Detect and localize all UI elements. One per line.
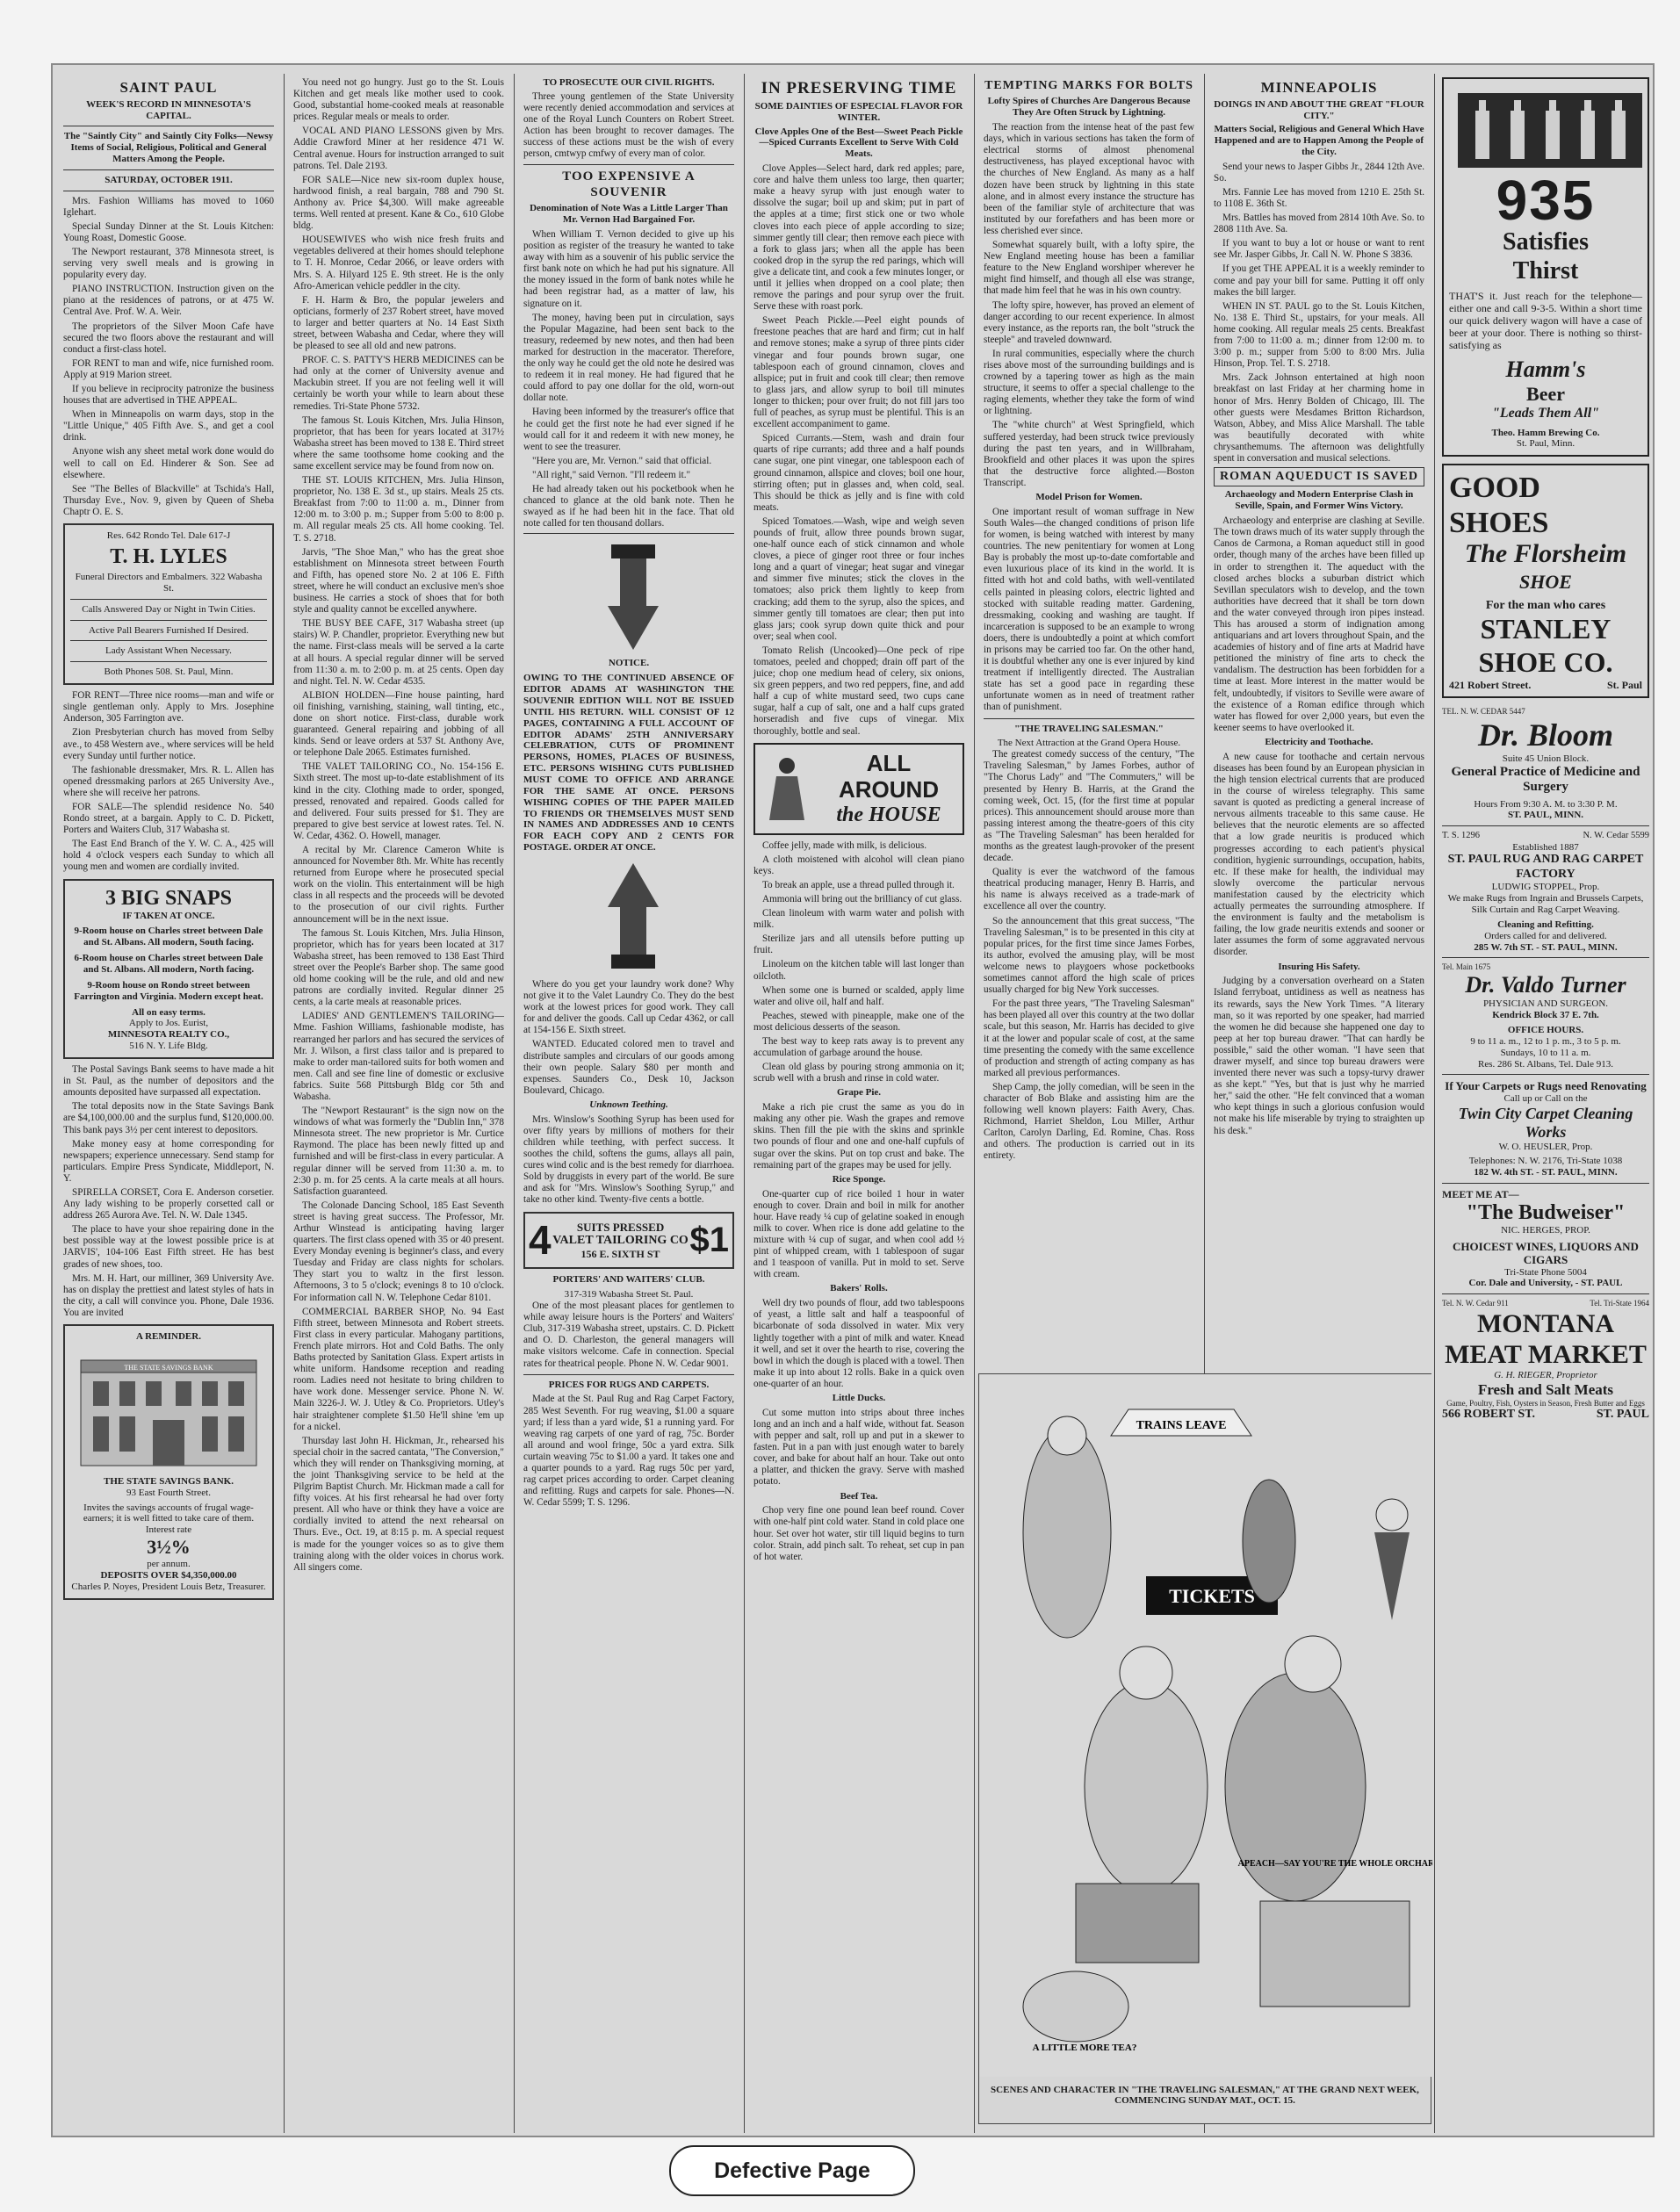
item: HOUSEWIVES who wish nice fresh fruits and vegetables delivered at their homes should telephone to T. H. Monroe, Cedar 2066, or leave orders with Mrs. S. A. Hilyard 125 E. 9th street. He is the only Afro-American vehicle peddler in the city. bbox=[293, 234, 504, 292]
rug-ts: T. S. 1296 bbox=[1442, 831, 1480, 841]
column-preserving bbox=[750, 77, 968, 2132]
florsheim-logo bbox=[1449, 538, 1642, 594]
newspaper-page bbox=[51, 63, 1655, 2137]
column-rule bbox=[284, 74, 285, 2133]
montana-prop: G. H. RIEGER, Proprietor bbox=[1494, 1370, 1597, 1380]
turner-block: Kendrick Block 37 E. 7th. bbox=[1492, 1010, 1599, 1021]
subhead: Insuring His Safety. bbox=[1278, 961, 1360, 972]
item: The reaction from the intense heat of the past few days, which in various sections has taken the form of electrical storms of almost phenomenal destructiveness, has played exceptional havoc with the churches of New England. As many as a half dozen have been struck by lightning in this state alone, and in almost every instance the structure has been of the familiar style of architecture that was instituted by our forefathers and has been more or less cherished ever since. bbox=[984, 122, 1194, 236]
item: FOR SALE—The splendid residence No. 540 Rondo street, at a bargain. Apply to C. D. Pickett, Porters and Waiters Club, 317 Wabasha st. bbox=[63, 801, 274, 836]
tip: To break an apple, use a thread pulled through it. bbox=[762, 879, 955, 890]
item: F. H. Harm & Bro, the popular jewelers and opticians, formerly of 237 Robert street, have moved to larger and better quarters at No. 14 East Sixth street, between Wabasha and Cedar, where they will be pleased to see all old and new patrons. bbox=[293, 294, 504, 352]
ad-line: VALET TAILORING CO bbox=[552, 1233, 689, 1247]
item: THE BUSY BEE CAFE, 317 Wabasha street (up stairs) W. P. Chandler, proprietor. Everything new but the name. First-class meals will be served a la carte at all hours. A special regular dinner will be served from 11:30 a. m. to 2:00 p. m. at 25 cents. Open day and night. Tel. N. W. Cedar 4535. bbox=[293, 618, 504, 687]
item: Judging by a conversation overheard on a Staten Island ferryboat, untidiness as well as neatness has its rewards, says the New York Times. "A literary man, so it was reported by one speaker, had married the women he did because she happened one day to peep at her top bureau drawer. "That can hardly be possible," said the other woman. "I have seen that drawer myself, and since top bureau drawers were invented there never was such a topsy-turvy drawer as she kept." "Yes, but that is just why he married her," said the other. "He felt convinced that a woman who kept things in such a glorious confusion would not make his life miserable by trying to straighten up his desk." bbox=[1214, 976, 1424, 1136]
tip: A cloth moistened with alcohol will clean piano keys. bbox=[753, 854, 964, 876]
item: Special Sunday Dinner at the St. Louis Kitchen: Young Roast, Domestic Goose. bbox=[63, 220, 274, 243]
ad-phone: Res. 642 Rondo Tel. Dale 617-J bbox=[106, 530, 231, 542]
item: One of the most pleasant places for gentlemen to while away leisure hours is the Porters' and Waiters' Club, 317-319 Wabasha street, upstairs. C. D. Pickett and O. D. Charleston, the general managers will make visitors welcome. Cafe in connection. Special rates for theatrical people. Phone N. W. Cedar 9001. bbox=[523, 1301, 734, 1369]
tip: Coffee jelly, made with milk, is delicious. bbox=[762, 839, 927, 851]
item: The Postal Savings Bank seems to have made a hit in St. Paul, as the number of depositors and the amounts deposited have surpassed all expectation. bbox=[63, 1064, 274, 1099]
deck: Matters Social, Religious and General Which Have Happened and are to Happen Among the People of the City. bbox=[1214, 124, 1424, 157]
ad-foot: Apply to Jos. Eurist, bbox=[128, 1018, 209, 1029]
column-rule bbox=[974, 74, 975, 2133]
montana-name2: MEAT MARKET bbox=[1445, 1339, 1647, 1369]
item: The total deposits now in the State Savings Bank are $4,100,000.00 and the surplus fund, $120,000.00. This bank pays 3½ per cent interest to depositors. bbox=[63, 1101, 274, 1135]
tip: The best way to keep rats away is to prevent any accumulation of garbage around the house. bbox=[753, 1035, 964, 1059]
item: Quality is ever the watchword of the famous theatrical producing manager, Henry B. Harris, and his name is always received as a trade-mark of excellence all over the country. bbox=[984, 867, 1194, 912]
ad-line: Funeral Directors and Embalmers. 322 Wabasha St. bbox=[75, 571, 263, 594]
good-word: GOOD bbox=[1449, 472, 1540, 505]
item: Zion Presbyterian church has moved from Selby ave., to 458 Western ave., where services will be held every Sunday until further notice. bbox=[63, 727, 274, 761]
item: The Newport restaurant, 378 Minnesota street, is serving very swell meals and is growing in popularity every day. bbox=[63, 246, 274, 281]
item: Mrs. Winslow's Soothing Syrup has been used for over fifty years by millions of mothers for their children while teething, with perfect success. It soothes the child, softens the gums, allays all pain, cures wind colic and is the best remedy for diarrhoea. Sold by druggists in every part of the world. Be sure and ask for "Mrs. Winslow's Soothing Syrup," and take no other kind. Twenty-five cents a bottle. bbox=[523, 1113, 734, 1206]
item: A recital by Mr. Clarence Cameron White is announced for November 8th. Mr. White has recently returned from Europe where he prosecuted special work on the violin. This entertainment will be high class in all respects and the proceeds will be devoted to the prosecution of our civil rights. Further announcement will be in the next issue. bbox=[293, 845, 504, 925]
address-row bbox=[1449, 679, 1642, 691]
item: Tomato Relish (Uncooked)—One peck of ripe tomatoes, peeled and chopped; drain off part of the juice; chop one medium head of celery, six onions, six green peppers, and two red peppers, fine, and add half a cup of white mustard seed, two cups cane sugar, half a cup of salt, one and a half cups grated horseradish and five cups of vinegar. Mix thoroughly, bottle and seal. bbox=[753, 645, 964, 737]
tip: Linoleum on the kitchen table will last longer than oilcloth. bbox=[753, 959, 964, 982]
item: One important result of woman suffrage in New South Wales—the changed conditions of prison life for women, is being watched with interest by many countries. The new penitentiary for women at Long Bay is probably the most up-to-date comfortable and even luxurious place of its kind in the world. It is fitted with hot and cold baths, with well-ventilated cells painted in pleasing colors, electric lighted and stocked with suitable reading matter. Gardening, dressmaking, cooking and washing are taught. If incarceration is supposed to be an example to wrong doers, there is undoubtedly a point at which comfort in prisons may be carried too far. On the other hand, it is doubtful whether any one is ever injured by kind treatment if intelligently directed. The Australian state has set a good pace in regarding these unfortunate women as in need of treatment rather than of punishment. bbox=[984, 506, 1194, 713]
item: When in Minneapolis on warm days, stop in the "Little Unique," 405 Fifth Ave. S., and get a cool drink. bbox=[63, 409, 274, 443]
subhead: Beef Tea. bbox=[840, 1490, 878, 1502]
item: The proprietors of the Silver Moon Cafe have secured the two floors above the restaurant and will conduct a first-class hotel. bbox=[63, 321, 274, 355]
bank-banner-text: THE STATE SAVINGS BANK bbox=[124, 1363, 213, 1372]
item: Three young gentlemen of the State University were recently denied accommodation and services at one of the Royal Lunch Counters on Robert Street. Action has been brought to recover damages. The success of these actions must be the wish of every person, cmtwyp cmfwy of every man of color. bbox=[523, 90, 734, 160]
ad-foot: 516 N. Y. Life Bldg. bbox=[129, 1041, 208, 1052]
bud-meet: MEET ME AT— bbox=[1442, 1188, 1519, 1201]
beer-co: Theo. Hamm Brewing Co. bbox=[1491, 427, 1600, 438]
subhead: "THE TRAVELING SALESMAN." bbox=[1014, 723, 1164, 734]
item: Made at the St. Paul Rug and Rag Carpet Factory, 285 West Seventh. For rug weaving, $1.00 a square yard; if less than a yard wide, $1 a running yard. For weaving rag carpets of one yard of rag, 75c. Border all around and wool fringe, 50c a yard extra. Silk curtain weaving 75c to $1.00 a yard. It takes one and a quarter pounds to a yard. Rag rugs 50c per yard, rag carpet prices according to order. Carpet cleaning and refitting. Rugs and carpets for sale. Phones—N. W. Cedar 5599; T. S. 1296. bbox=[523, 1394, 734, 1509]
cartoon-caption: SCENES AND CHARACTER IN "THE TRAVELING SALESMAN," AT THE GRAND NEXT WEEK, COMMENCING SUNDAY MAT., OCT. 15. bbox=[991, 2085, 1419, 2106]
rug-addr: 285 W. 7th ST. - ST. PAUL, MINN. bbox=[1474, 941, 1618, 953]
turner-title: PHYSICIAN AND SURGEON. bbox=[1482, 998, 1609, 1010]
carpet-works: Works bbox=[1525, 1122, 1567, 1141]
item: Make a rich pie crust the same as you do in making any other pie. Wash the grapes and remove skins. Then fill the pie with the skins and sprinkle two pounds of flour and one and one-half cupfuls of sugar over the skins. Put on top crust and bake. The remaining part of the grapes may be used for jelly. bbox=[753, 1102, 964, 1171]
bloom-suite: Suite 45 Union Block. bbox=[1502, 753, 1590, 764]
item: FOR SALE—Nice new six-room duplex house, hardwood finish, a real bargain, 788 and 790 St. Anthony av. Price $4,300. Will make agreeable terms. Well rented at present. Kane & Co., 610 Globe bldg. bbox=[293, 174, 504, 232]
officers: Charles P. Noyes, President Louis Betz, Treasurer. bbox=[71, 1581, 266, 1592]
rug-name: ST. PAUL RUG AND RAG CARPET FACTORY bbox=[1447, 853, 1644, 881]
item: SPIRELLA CORSET, Cora E. Anderson corsetier. Any lady wishing to be properly corsetted call or address 265 Aurora Ave. Tel. N. W. Dale 1345. bbox=[63, 1187, 274, 1221]
item: Spiced Tomatoes.—Wash, wipe and weigh seven pounds of fruit, allow three pounds brown sugar, one-half ounce each of stick cinnamon and whole cloves, a piece of ginger root three or four inches long and a quart of vinegar; heat sugar and vinegar and simmer five minutes; stick the cloves in the tomatoes; also prick them lightly to keep from cracking; add them to the syrup, also the spices, and simmer gently till tomatoes are clear; then put into glass jars; cook syrup down quite thick and pour over; seal when cool. bbox=[753, 515, 964, 642]
item: Clove Apples—Select hard, dark red apples; pare, core and halve them unless too large, then quarter; make a heavy syrup with just enough water to dissolve the sugar; boil up and skim; put in part of the apples at a time; first stick one or two whole cloves into each piece of apple according to size; simmer gently till clear; then remove each piece with a fork to glass jars; when all the apple has been cooked drop in the syrup the red parings, which will give a delicate tint, and cook a few minutes longer, or until it jellies when dropped on a cool plate; then remove the parings and pour syrup over the fruit. Serve these with roast pork. bbox=[753, 163, 965, 313]
turner-office: OFFICE HOURS. bbox=[1507, 1025, 1584, 1036]
beer-bottles-illustration bbox=[1449, 84, 1651, 172]
budweiser-ad bbox=[1442, 1188, 1649, 1289]
deck: The "Saintly City" and Saintly City Folks—Newsy Items of Social, Religious, Political and General Matters Among the People. bbox=[63, 131, 274, 164]
little-more-tea-caption: A LITTLE MORE TEA? bbox=[1032, 2043, 1137, 2053]
tickets-sign: TICKETS bbox=[1169, 1585, 1255, 1607]
bloom-city: ST. PAUL, MINN. bbox=[1507, 810, 1584, 821]
item: Thursday last John H. Hickman, Jr., rehearsed his special choir in the sacred cantata, "The Conversion," which they will render on Thanksgiving morning, at the joint Thanksgiving service to be held at the Pilgrim Baptist Church. Mr. Hickman made a call for fifty voices. At his first rehearsal he had over forty present. All who have or think they have a voice are cordially invited to attend the next rehearsal on Thurs. Eve., Oct. 19, at 8:15 p. m. A special request is made for the younger voices so as to give them training along with the older voices in chorus work. All singers come. bbox=[293, 1435, 504, 1573]
bud-choice: CHOICEST WINES, LIQUORS AND CIGARS bbox=[1453, 1240, 1639, 1267]
item: See "The Belles of Blackville" at Tschida's Hall, Thursday Eve., Nov. 9, given by Queen of Sheba Chaptr O. E. S. bbox=[63, 483, 274, 517]
carpet-tel: Telephones: N. W. 2176, Tri-State 1038 bbox=[1468, 1156, 1623, 1167]
item: The East End Branch of the Y. W. C. A., 425 will hold 4 o'clock vespers each Sunday to which all young men and women are cordially invited. bbox=[63, 839, 274, 873]
deck: Archaeology and Modern Enterprise Clash in Seville, Spain, and Former Wins Victory. bbox=[1224, 489, 1414, 512]
turner-name: Dr. Valdo Turner bbox=[1465, 971, 1626, 998]
rug-est: Established 1887 bbox=[1512, 841, 1579, 853]
item: WANTED. Educated colored men to travel and distribute samples and circulars of our goods among their own people. Salary $80 per month and expenses. Saunders Co., Desk 10, Jackson Boulevard, Chicago. bbox=[523, 1039, 734, 1096]
address: 421 Robert Street. bbox=[1449, 679, 1532, 692]
stanley-word: STANLEY bbox=[1480, 613, 1612, 645]
item: The Colonade Dancing School, 185 East Seventh street is having great success. The Professor, Mr. Arthur Winstead is anticipating having larger quarters. The first class opened with 35 or 40 present. Every Monday evening is beginner's class, and every Tuesday and Friday are class nights for scholars. They start you to waltz in the first lesson. Afternoons, 3 to 5 o'clock; evenings 8 to 10 o'clock. For information call N. W. Telephone Cedar 8101. bbox=[293, 1200, 504, 1303]
ad-price: $1 bbox=[689, 1221, 729, 1260]
montana-phones bbox=[1442, 1299, 1649, 1308]
column-saint-paul bbox=[60, 77, 278, 2132]
bud-tri: Tri-State Phone 5004 bbox=[1504, 1266, 1587, 1278]
item: If you get THE APPEAL it is a weekly reminder to come and pay your bill for same. Putting it off only makes the bill larger. bbox=[1214, 263, 1424, 298]
item: Spiced Currants.—Stem, wash and drain four quarts of ripe currants; add three and a half pounds cane sugar, one pint vinegar, one tablespoon each of ground cinnamon, allspice and cloves; boil one hour, stirring often; put in glasses and, when cold, seal. This should be thick as jelly and is fine with cold meats. bbox=[753, 433, 964, 513]
item: The money, having been put in circulation, says the Popular Magazine, had been sent back to the treasury, redeemed by new notes, and then had been marked for destruction in the macerator. Therefore, the only way he could get the old note he desired was to redeem it in real money. He had figured that he could afford to pay one dollar for the old, worn-out dollar note. bbox=[523, 312, 734, 404]
defective-page-stamp: Defective Page bbox=[669, 2145, 915, 2196]
item: "All right," said Vernon. "I'll redeem it." bbox=[532, 469, 691, 480]
montana-game: Game, Poultry, Fish, Oysters in Season, Fresh Butter and Eggs bbox=[1446, 1398, 1645, 1408]
carpet-l2: Call up or Call on the bbox=[1503, 1092, 1588, 1104]
beer-city: St. Paul, Minn. bbox=[1516, 438, 1575, 450]
item: PIANO INSTRUCTION. Instruction given on the piano at the residences of patrons, or at 475 W. Central Ave. Prof. W. A. Weir. bbox=[63, 284, 274, 318]
column-rule bbox=[1434, 74, 1435, 2133]
turner-sun: Sundays, 10 to 11 a. m. bbox=[1500, 1047, 1591, 1058]
item: Shep Camp, the jolly comedian, will be seen in the character of Bob Blake and assisting him are the following well known players: Faith Avery, Chas. Richmond, Harriet Sheldon, Lou Miller, Arthur Carlton, Carolyn Darling, Ed. Romine, Chas. Ross and others. The production is carried out in its entirety. bbox=[984, 1081, 1194, 1162]
ad-line: Calls Answered Day or Night in Twin Cities. bbox=[82, 603, 256, 615]
carpet-prop: W. O. HEUSLER, Prop. bbox=[1498, 1141, 1593, 1152]
beer-thirst: Thirst bbox=[1512, 256, 1579, 285]
item: Make money easy at home corresponding for newspapers; experience unnecessary. Send stamp for particulars. Empire Press Syndicate, Middleport, N. Y. bbox=[63, 1138, 274, 1184]
subhead: Bakers' Rolls. bbox=[830, 1283, 888, 1294]
item: You need not go hungry. Just go to the St. Louis Kitchen and get meals like mother used to cook. Good, substantial home-cooked meals at reasonable prices. Regular meals or meals to order. bbox=[293, 77, 504, 123]
shoes-word: SHOES bbox=[1449, 507, 1549, 539]
bank-addr: 93 East Fourth Street. bbox=[126, 1487, 211, 1498]
ad-line: Lady Assistant When Necessary. bbox=[105, 645, 232, 657]
tip: Ammonia will bring out the brilliancy of cut glass. bbox=[762, 893, 963, 904]
item: Where do you get your laundry work done? Why not give it to the Valet Laundry Co. They do the best work at the lowest prices for good work. They call for and deliver the goods. Call up Cedar 4362, or call at 154-156 E. Sixth street. bbox=[523, 978, 734, 1036]
subhead: Grape Pie. bbox=[836, 1087, 882, 1099]
item: LADIES' AND GENTLEMEN'S TAILORING—Mme. Fashion Williams, fashionable modiste, has rearranged her parlors and has secured the services of Mr. J. Wilson, a first class tailor and is prepared to make to order man-tailored suits for both women and men. Call and see fine line of domestic or exclusive fabrics. Suite 568 Pittsburgh Bldg cor 5th and Wabasha. bbox=[293, 1011, 504, 1102]
beer-word: Beer bbox=[1526, 383, 1565, 406]
notice-text: OWING TO THE CONTINUED ABSENCE OF EDITOR ADAMS AT WASHINGTON THE SOUVENIR EDITION WILL NOT BE ISSUED UNTIL HIS RETURN. WILL CONSIST OF 12 PAGES, CONTAINING A FULL ACCOUNT OF EDITOR ADAMS' 25TH ANNIVERSARY CELEBRATION, CUTS OF PROMINENT PERSONS, HOMES, PLACES OF BUSINESS, ETC. PERSONS WISHING CUTS PUBLISHED MUST COME TO OFFICE AND ARRANGE FOR THE SAME AT ONCE. PERSONS WISHING COPIES OF THE PAPER MAILED TO FRIENDS OR THEMSELVES MUST SEND IN NAMES AND ADDRESSES AND 10 CENTS FOR EACH COPY AND 2 CENTS FOR POSTAGE. ORDER AT ONCE. bbox=[523, 673, 734, 854]
carpet-name: Twin City Carpet Cleaning bbox=[1458, 1104, 1633, 1122]
subhead: Unknown Teething. bbox=[589, 1099, 668, 1110]
item: He had already taken out his pocketbook when he chanced to glance at the old bank note. Then he swayed as if he had been hit in the face. That old note called for ten thousand dollars. bbox=[523, 483, 734, 530]
column-minneapolis bbox=[1210, 77, 1428, 1359]
headline: TO PROSECUTE OUR CIVIL RIGHTS. bbox=[543, 77, 715, 88]
ad-item: 6-Room house on Charles street between Dale and St. Albans. All modern, North facing. bbox=[74, 953, 263, 976]
item: So the announcement that this great success, "The Traveling Salesman," is to be presented in this city at popular prices, for the first time since James Forbes, its author, evolved the amusing play, will be most welcome news to playgoers whose pocketbooks sometimes cannot afford the high scale of prices usually charged for big New York successes. bbox=[984, 915, 1194, 996]
item: The famous St. Louis Kitchen, Mrs. Julia Hinson, proprietor, which has for years been located at 317 Wabasha street, has been removed to 138 East Third street over the People's Barber shop. The same good old home cooking will be the rule, and old and new patrons are cordially invited. Regular dinner 25 cents, a la carte meals at reasonable prices. bbox=[293, 927, 504, 1008]
rug-clean: Cleaning and Refitting. bbox=[1497, 919, 1594, 930]
item: A new cause for toothache and certain nervous diseases has been found by an European physician in the high tension electrical currents that are produced in the course of wireless telegraphy. This same savant is quoted as predicting a general increase of nervous ailments traceable to this same cause. He believes that the neurotic elements are so affected that a low grade neuritis is produced which progresses according to each patient's physical condition, hygienic surroundings, occupation, habits, etc. If these make for health, the individual may slowly overcome the particular nervous manifestation caused by the electricity which actually permeates the surrounding atmosphere. If the environment is faulty and the metabolism is failing, the low grade neuritis extends and sooner or later assumes the form of some aggravated nervous disorder. bbox=[1214, 751, 1424, 958]
ad-line: Both Phones 508. St. Paul, Minn. bbox=[104, 666, 234, 678]
subhead: PRICES FOR RUGS AND CARPETS. bbox=[548, 1379, 710, 1390]
bloom-practice: General Practice of Medicine and Surgery bbox=[1451, 764, 1640, 795]
the-word: The bbox=[1464, 538, 1508, 568]
subhead: Little Ducks. bbox=[832, 1392, 886, 1403]
item: ALBION HOLDEN—Fine house painting, hard oil finishing, varnishing, staining, wall tinting, etc., done on short notice. First-class, durable work guaranteed. General repairing and jobbing of all kinds. Send or leave orders at 537 St. Anthony Ave, or telephone Dale 2065. Estimates furnished. bbox=[293, 689, 504, 759]
item: Cut some mutton into strips about three inches long and an inch and a half wide, without fat. Season with pepper and salt, roll up and put in a skewer to fasten. Put in a pan with just enough water to barely cover, and bake for about half an hour. Take out onto a platter, and thicken the gravy. Serve with mashed potato. bbox=[753, 1407, 964, 1488]
item: The lofty spire, however, has proved an element of danger according to our recent experience. In almost every instance, as the reports ran, the bolt "struck the steeple" and traveled downward. bbox=[984, 299, 1194, 345]
bloom-ad bbox=[1442, 707, 1649, 821]
item: THE ST. LOUIS KITCHEN, Mrs. Julia Hinson, proprietor, No. 138 E. 3d st., up stairs. Meals 25 cts. Breakfast from 7:00 to 11:00 a. m., Dinner from 12:00 m. to 3:00 p. m.; Supper from 5:00 to 8:00 p. m. All regular meals 25 cts. All home cooking. Tel. T. S. 2718. bbox=[293, 475, 504, 544]
interest-rate: 3½% bbox=[147, 1536, 191, 1559]
city: St. Paul bbox=[1606, 679, 1642, 692]
ad-item: 9-Room house on Rondo street between Farrington and Virginia. Modern except heat. bbox=[74, 979, 263, 1002]
item: For the past three years, "The Traveling Salesman" has been played all over this country at the two dollar scale, but this season, Mr. Harris has decided to give it at the lower and popular scale of cost, at the same time presenting the comedy with the same excellence of production and strength of acting company as has marked all previous performances. bbox=[984, 998, 1194, 1078]
rug-nw: N. W. Cedar 5599 bbox=[1583, 831, 1649, 841]
carpet-addr: 182 W. 4th ST. - ST. PAUL, MINN. bbox=[1474, 1167, 1618, 1178]
bank-name: THE STATE SAVINGS BANK. bbox=[104, 1475, 234, 1487]
bud-name: "The Budweiser" bbox=[1466, 1201, 1626, 1225]
deck: The Next Attraction at the Grand Opera House. bbox=[997, 738, 1181, 749]
item: FOR RENT to man and wife, nice furnished room. Apply at 919 Marion street. bbox=[63, 357, 274, 380]
headline: SAINT PAUL bbox=[119, 79, 218, 96]
montana-tel1: Tel. N. W. Cedar 911 bbox=[1442, 1299, 1509, 1308]
beer-text: THAT'S it. Just reach for the telephone—either one and call 9-3-5. Within a short time our quick delivery wagon will have a case of beer at your door. There is nothing so thirst-satisfying as bbox=[1449, 289, 1642, 351]
montana-tel2: Tel. Tri-State 1964 bbox=[1590, 1299, 1649, 1308]
per-annum: per annum. bbox=[147, 1558, 191, 1569]
item: The greatest comedy success of the century, "The Traveling Salesman," by James Forbes, author of "The Chorus Lady" and "The Commuters," will be presented by Henry B. Harris, at the Grand the coming week, Oct. 15, (for the first time at popular prices). This announcement should arouse more than passing interest among the theatre-goers of this city as "The Traveling Salesman" has been heralded for months as the greatest laugh-provoker of the present decade. bbox=[984, 749, 1194, 864]
item: Sweet Peach Pickle.—Peel eight pounds of freestone peaches that are hard and firm; cut in half and remove stones; make a syrup of three pints cider vinegar and four pounds brown sugar, one tablespoon each of ground cinnamon, cloves and allspice; put in fruit and cook till clear; then remove to glass jars, and allow syrup to boil till minutes longer to thicken; pour over fruit; do not fill jars too full of peaches, as syrup must be plentiful. This is an excellent accompaniment to game. bbox=[753, 315, 964, 430]
montana-city: ST. PAUL bbox=[1596, 1408, 1649, 1422]
turner-res: Res. 286 St. Albans, Tel. Dale 913. bbox=[1478, 1058, 1613, 1070]
deposits: DEPOSITS OVER $4,350,000.00 bbox=[100, 1569, 237, 1581]
bud-prop: NIC. HERGES, PROP. bbox=[1501, 1225, 1590, 1236]
beer-slogan: "Leads Them All" bbox=[1491, 405, 1600, 421]
bank-text: Invites the savings accounts of frugal wage-earners; it is well fitted to take care of them. bbox=[83, 1502, 255, 1524]
item: The fashionable dressmaker, Mrs. R. L. Allen has opened dressmaking parlors at 265 University Ave., where she will receive her patrons. bbox=[63, 764, 274, 798]
pointing-hand-down-icon bbox=[523, 537, 738, 656]
item: The "Newport Restaurant" is the sign now on the windows of what was formerly the "Dublin Inn," 378 Minnesota street. The new proprietor is Mr. Curtice Raymond. The place has been newly fitted up and furnished and will be first-class in every particular. A regular dinner will be served from 11:30 a. m. to 2:30 p. m. for 25 cents. A la carte meals at all hours. Satisfaction guaranteed. bbox=[293, 1106, 504, 1197]
column-civil-rights bbox=[520, 77, 738, 2132]
column-locals bbox=[290, 77, 508, 2132]
item: In rural communities, especially where the church rises above most of the surrounding buildings and is crowned by a tapering tower as high as the main structure, it seems to offer a special challenge to the raging elements, whether they take the form of wind or lightning. bbox=[984, 348, 1194, 417]
item: Somewhat squarely built, with a lofty spire, the New England meeting house has been a familiar feature to the New England worshiper wherever he might find himself, and though all else was strange, that made him feel that he was in his own country. bbox=[984, 240, 1194, 297]
beer-sat: Satisfies bbox=[1503, 228, 1589, 256]
subhead: Electricity and Toothache. bbox=[1265, 736, 1374, 747]
headline: ROMAN AQUEDUCT IS SAVED bbox=[1214, 467, 1424, 486]
florsheim-word: Florsheim bbox=[1513, 538, 1627, 568]
item: Anyone wish any sheet metal work done would do well to call on Ed. Hinderer & Son. See ad elsewhere. bbox=[63, 446, 274, 480]
bloom-name: Dr. Bloom bbox=[1477, 717, 1614, 753]
carpet-l1: If Your Carpets or Rugs need Renovating bbox=[1445, 1079, 1647, 1093]
carpet-cleaning-ad bbox=[1442, 1079, 1649, 1178]
bank-building-illustration bbox=[72, 1348, 265, 1471]
ad-sub: IF TAKEN AT ONCE. bbox=[122, 910, 215, 921]
subhead: WEEK'S RECORD IN MINNESOTA'S CAPITAL. bbox=[86, 98, 251, 121]
hamm-beer-ad bbox=[1442, 77, 1649, 457]
montana-addr-row bbox=[1442, 1408, 1649, 1422]
montana-fresh: Fresh and Salt Meats bbox=[1477, 1380, 1614, 1398]
item: Archaeology and enterprise are clashing at Seville. The town draws much of its water supply through the Canos de Carmona, a Roman aqueduct still in good order, though many of the arches have been filled up in order to strengthen it. The aqueduct with the closed arches blocks a suburban district which Sevillan speculators wish to develop, and the town authorities have decreed that it shall be torn down and the water conveyed through iron pipes instead. This has aroused a storm of indignation among antiquarians and art lovers throughout Spain, and the academies of history and of fine arts at Madrid have petitioned the ministry of fine arts to check the vandalism. The destruction has been forbidden for a time at least. More interest in the matter would be felt, undoubtedly, if visitors to Seville were aware of the existence of a Roman edifice through which water has flowed for over 2,000 years, but even the keener seems to have overlooked it. bbox=[1214, 515, 1424, 733]
ad-title: 3 BIG SNAPS bbox=[105, 886, 233, 910]
ad-number: 4 bbox=[529, 1216, 552, 1263]
snaps-ad bbox=[63, 879, 274, 1060]
item: The "white church" at West Springfield, which suffered yesterday, had been struck twice previously during the past ten years, and in Willbraham, Brookfield and other places it was upon the spires that the destructive force alighted.—Boston Transcript. bbox=[984, 420, 1194, 488]
headline: TOO EXPENSIVE A SOUVENIR bbox=[562, 169, 696, 199]
item: FOR RENT—Three nice rooms—man and wife or single gentleman only. Apply to Mrs. Josephine Anderson, 305 Farrington ave. bbox=[63, 690, 274, 724]
item: PROF. C. S. PATTY'S HERB MEDICINES can be had only at the corner of University avenue and Mackubin street. If you are not feeling well it will certainly be worth your while to learn about these remedies. Tri-State Phone 5732. bbox=[293, 355, 504, 412]
rug-orders: Orders called for and delivered. bbox=[1484, 930, 1607, 941]
item: When William T. Vernon decided to give up his position as register of the treasury he wanted to take away with him as a souvenir of his public service the first bank note on which he had put his signature. All the money issued in the form of bank notes while he had been registrar had, as a matter of law, his signature on it. bbox=[523, 229, 734, 309]
tip: Sterilize jars and all utensils before putting up fruit. bbox=[753, 933, 964, 956]
item: COMMERCIAL BARBER SHOP, No. 94 East Fifth street, between Minnesota and Robert streets. First class in every particular. Mahogany partitions, French plate mirrors. Hot and Cold Baths. The only Baths protected by Sanitation Glass. Expert artists in white uniform. Handsome reception and reading room. Ladies need not hesitate to bring children to have work done. Messenger service. Phone N. W. Main 3226-J. W. J. Utley & Co. Proprietors. Utley's hair straightener complete $1.50 He'll shine 'em up for a nickel. bbox=[293, 1306, 504, 1432]
tip: Clean linoleum with warm water and polish with milk. bbox=[753, 908, 964, 931]
rug-phones bbox=[1442, 831, 1649, 841]
item: WHEN IN ST. PAUL go to the St. Louis Kitchen, No. 138 E. Third St., upstairs, for your meals. All home cooking. All regular meals 25 cents. Breakfast from 7:00 to 11:00 a. m.; dinner from 12:00 m. to 3:00 p. m.; supper from 5:00 to 8:00 Mrs. Julia Hinson, Prop. Tel. T. S. 2718. bbox=[1214, 300, 1424, 370]
tip: When some one is burned or scalded, apply lime water and olive oil, half and half. bbox=[753, 984, 964, 1007]
ad-name: T. H. LYLES bbox=[110, 544, 227, 568]
tip: Peaches, stewed with pineapple, make one of the most delicious desserts of the season. bbox=[753, 1010, 964, 1033]
item: Mrs. Fannie Lee has moved from 1210 E. 25th St. to 1108 E. 36th St. bbox=[1214, 186, 1424, 210]
dateline: SATURDAY, OCTOBER 1911. bbox=[105, 174, 233, 185]
column-rule bbox=[514, 74, 515, 2133]
subhead: SOME DAINTIES OF ESPECIAL FLAVOR FOR WINTER. bbox=[754, 101, 963, 123]
bank-ad bbox=[63, 1324, 274, 1599]
ad-line: 156 E. SIXTH ST bbox=[580, 1248, 660, 1261]
deck: Denomination of Note Was a Little Larger Than Mr. Vernon Had Bargained For. bbox=[530, 203, 728, 226]
for-line: For the man who cares bbox=[1485, 598, 1606, 612]
subhead: Model Prison for Women. bbox=[1035, 492, 1143, 502]
item: One-quarter cup of rice boiled 1 hour in water enough to cover. Drain and boil in milk for another hour. Have ready ¼ cup of gelatine soaked in enough milk to cover. When rice is done add gelatine to the mixture with ¼ cup of sugar, and when cool add ½ pint of whipped cream, with 1 tablespoon of sugar and 1 teaspoon of vanilla. Put in mold to set. Serve with cream. bbox=[753, 1188, 964, 1280]
pointing-hand-up-icon bbox=[523, 857, 738, 976]
item: THE VALET TAILORING CO., No. 154-156 E. Sixth street. The most up-to-date establishment of its kind in the city. Clothing made to order, sponged, pressed, renovated and repaired. Goods called for and delivered. Four suits pressed for $1. They are prepared to give best service at lowest rates. Tel. N. W. Cedar, 4362. O. Howell, manager. bbox=[293, 761, 504, 841]
traveling-salesman-cartoon bbox=[978, 1373, 1431, 2124]
item: Mrs. M. H. Hart, our milliner, 369 University Ave. has on display the prettiest and latest styles of hats in the city, a call will convince you. Phone, Dale 1936. You are invited bbox=[63, 1272, 274, 1318]
montana-ad bbox=[1442, 1299, 1649, 1422]
item: Chop very fine one pound lean beef round. Cover with one-half pint cold water. Stand in cold place one hour. Set over hot water, stir till liquid begins to turn color. Strain, add pinch salt. To reheat, set cup in pan of hot water. bbox=[753, 1505, 964, 1562]
ad-item: 9-Room house on Charles street between Dale and St. Albans. All modern, South facing. bbox=[74, 926, 263, 948]
montana-name1: MONTANA bbox=[1476, 1308, 1615, 1338]
tip: Clean old glass by pouring strong ammonia on it; scrub well with a brush and rinse in cold water. bbox=[753, 1062, 964, 1084]
bud-cor: Cor. Dale and University, - ST. PAUL bbox=[1468, 1278, 1623, 1289]
headline: TEMPTING MARKS FOR BOLTS bbox=[984, 79, 1193, 92]
column-bolts bbox=[980, 77, 1198, 1359]
subhead: DOINGS IN AND ABOUT THE GREAT "FLOUR CITY." bbox=[1214, 98, 1424, 121]
banner-line: the HOUSE bbox=[836, 803, 941, 827]
ad-line: Active Pall Bearers Furnished If Desired. bbox=[88, 624, 249, 636]
interest-label: Interest rate bbox=[145, 1524, 192, 1536]
ad-line: SUITS PRESSED bbox=[576, 1220, 665, 1234]
ad-foot: MINNESOTA REALTY CO., bbox=[107, 1029, 230, 1041]
item: VOCAL AND PIANO LESSONS given by Mrs. Addie Crawford Miner at her residence 471 W. Central avenue. Hours for instruction arranged to suit patrons. Tel. Dale 2193. bbox=[293, 126, 504, 171]
item: Mrs. Battles has moved from 2814 10th Ave. So. to 2808 11th Ave. Sa. bbox=[1214, 213, 1424, 235]
all-around-house-banner bbox=[753, 743, 964, 835]
turner-ad bbox=[1442, 962, 1649, 1070]
item: If you believe in reciprocity patronize the business houses that are advertised in THE APPEAL. bbox=[63, 384, 274, 407]
column-ads bbox=[1438, 77, 1653, 2132]
item: The famous St. Louis Kitchen, Mrs. Julia Hinson, proprietor, that has been for years located at 317½ Wabasha street has been moved to 138 E. Third street where the same toothsome home cooking and the same excellent service may be found from now on. bbox=[293, 414, 504, 472]
headline: MINNEAPOLIS bbox=[1260, 79, 1378, 96]
item: Well dry two pounds of flour, add two tablespoons of yeast, a little salt and half a teaspoonful of bicarbonate of soda dissolved in water. Mix very lightly together with a pint of milk and water. Knead it well, and set it over the hearth to rise, covering the bowl in which the dough is placed with a towel. Then make it up into about 12 rolls. Bake in a quick oven one-quarter of an hour. bbox=[753, 1298, 964, 1389]
ad-title: A REMINDER. bbox=[136, 1331, 201, 1343]
housewife-illustration bbox=[761, 753, 813, 824]
address: 317-319 Wabasha Street St. Paul. bbox=[564, 1289, 694, 1301]
cartoon-illustration bbox=[979, 1374, 1432, 2077]
hamm-logo: Hamm's bbox=[1505, 356, 1586, 382]
item: Having been informed by the treasurer's office that he could get the first note he had ever signed if he would call for it and redeem it with new money, he went to see the treasurer. bbox=[523, 407, 734, 452]
notice-title: NOTICE. bbox=[608, 658, 650, 669]
shoe-co: SHOE CO. bbox=[1478, 645, 1613, 678]
item: Jarvis, "The Shoe Man," who has the great shoe establishment on Minnesota street between Fourth and Fifth, has opened store No. 2 at 106 E. Fifth street, where he will conduct an exclusive men's shoe business. He carries a stock of shoes that for both style and quality cannot be excelled anywhere. bbox=[293, 546, 504, 616]
deck: Lofty Spires of Churches Are Dangerous Because They Are Often Struck by Lightning. bbox=[987, 96, 1191, 119]
florsheim-ad bbox=[1442, 464, 1649, 698]
rug-prop: LUDWIG STOPPEL, Prop. bbox=[1491, 882, 1600, 893]
beer-number: 935 bbox=[1496, 169, 1596, 232]
item: Send your news to Jasper Gibbs Jr., 2844 12th Ave. So. bbox=[1214, 161, 1424, 184]
ad-tel: TEL. N. W. CEDAR 5447 bbox=[1442, 707, 1525, 717]
montana-addr: 566 ROBERT ST. bbox=[1442, 1408, 1535, 1422]
ad-foot: All on easy terms. bbox=[132, 1006, 205, 1018]
subhead: PORTERS' AND WAITERS' CLUB. bbox=[552, 1274, 705, 1286]
item: The place to have your shoe repairing done in the best possible way at the lowest possible price is at JARVIS', 104-106 East Fifth street. He has best grades of new shoes, too. bbox=[63, 1224, 274, 1270]
ad-tel: Tel. Main 1675 bbox=[1442, 962, 1491, 972]
valet-ad bbox=[523, 1212, 734, 1270]
trains-leave-sign: TRAINS LEAVE bbox=[1136, 1419, 1227, 1432]
lyles-ad bbox=[63, 523, 274, 685]
rug-text: We make Rugs from Ingrain and Brussels Carpets, Silk Curtain and Rag Carpet Weaving. bbox=[1447, 893, 1644, 915]
rug-factory-ad bbox=[1442, 831, 1649, 953]
column-rule bbox=[744, 74, 745, 2133]
item: If you want to buy a lot or house or want to rent see Mr. Jasper Gibbs, Jr. Call N. W. Phone S 3836. bbox=[1214, 238, 1424, 261]
apeach-caption: APEACH—SAY YOU'RE THE WHOLE ORCHARD bbox=[1237, 1859, 1432, 1869]
banner-line: ALL AROUND bbox=[838, 749, 940, 803]
item: Mrs. Fashion Williams has moved to 1060 Iglehart. bbox=[63, 195, 274, 218]
item: "Here you are, Mr. Vernon." said that official. bbox=[532, 455, 712, 466]
subhead: Rice Sponge. bbox=[832, 1173, 886, 1185]
headline: IN PRESERVING TIME bbox=[761, 79, 957, 97]
turner-hours: 9 to 11 a. m., 12 to 1 p. m., 3 to 5 p. m. bbox=[1470, 1035, 1621, 1047]
shoe-word: SHOE bbox=[1519, 570, 1572, 593]
bloom-hours: Hours From 9:30 A. M. to 3:30 P. M. bbox=[1474, 798, 1618, 810]
item: Mrs. Zack Johnson entertained at high noon breakfast on last Friday at her charming home in honor of Mrs. Henry Bolden of Chicago, Ill. The other guests were Mesdames Britton Richardson, Watson, Abbey, and Miss Alice Marshall. The table was beautifully decorated with white chrysanthemums. The afternoon was delightfully spent in conversation and musical selections. bbox=[1214, 372, 1424, 464]
deck: Clove Apples One of the Best—Sweet Peach Pickle—Spiced Currants Excellent to Serve With Cold Meats. bbox=[754, 126, 963, 160]
